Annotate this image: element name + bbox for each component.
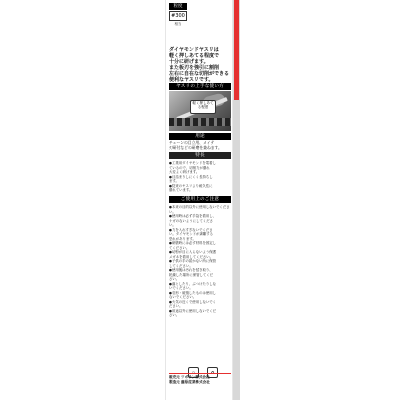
- usage-callout: 軽く押しあてる程度: [190, 100, 216, 114]
- intro-text: ダイヤモンドヤスリは 軽く押しあてる程度で 十分に研げます。 また板刃を強引に割削 左右に自在な切削ができる便利なヤスリです。: [169, 47, 230, 84]
- footer-text: 販売元 ツボサン株式会社 製造元 藤原産業株式会社: [169, 375, 210, 384]
- use-text: チェーンの目立用、メイテ 刃研付などの研磨を兼ねます。: [169, 140, 222, 150]
- grit-value: #300: [169, 11, 187, 21]
- product-package: [165, 0, 233, 400]
- caution-heading: ご使用上のご注意: [169, 196, 231, 203]
- grit-sub: 相当: [174, 22, 182, 26]
- features-heading: 特長: [169, 152, 231, 159]
- chain-shape: [169, 118, 231, 126]
- caution-text: ●本来の目的以外に使用しないでください。 ●使用時は必ず手袋を着用し、 ケガのないようにしてくださ い。 ●力を入れすぎないでくださ い。ダイヤモンドが剥離する 恐れがあります。 ●研磨時には必ず材料を固定し てください。 ●切粉が目に入らないよう保護 メガネを着用してください。 ●子供の手の届かない所に保管 してください。 ●使用後は汚れを拭き取り、 乾燥した場所に保管してくだ さい。 ●落としたり、ぶつけたりしな いでください。 ●変形・破損したものは使用し ないでください。 ●火気の近くで使用しないでく ださい。 ●用途以外に使用しないでくだ さい。: [169, 205, 230, 317]
- footer-divider: [169, 373, 231, 374]
- side-red-strip: [234, 0, 239, 100]
- grit-label: 粒度: [169, 3, 187, 10]
- howto-heading: ヤスリの上手な使い方: [169, 83, 231, 90]
- use-heading: 用途: [169, 133, 231, 140]
- recycle-marks: [188, 359, 224, 371]
- features-text: ●工業用ダイヤモンドを電着し ているので、切削力が優れ 大変よく研げます。 ●目詰まりしにくく長持ちし ます。 ●従来のヤスリより耐久性に 優れています。: [169, 161, 216, 192]
- package-side-edge: [233, 0, 240, 400]
